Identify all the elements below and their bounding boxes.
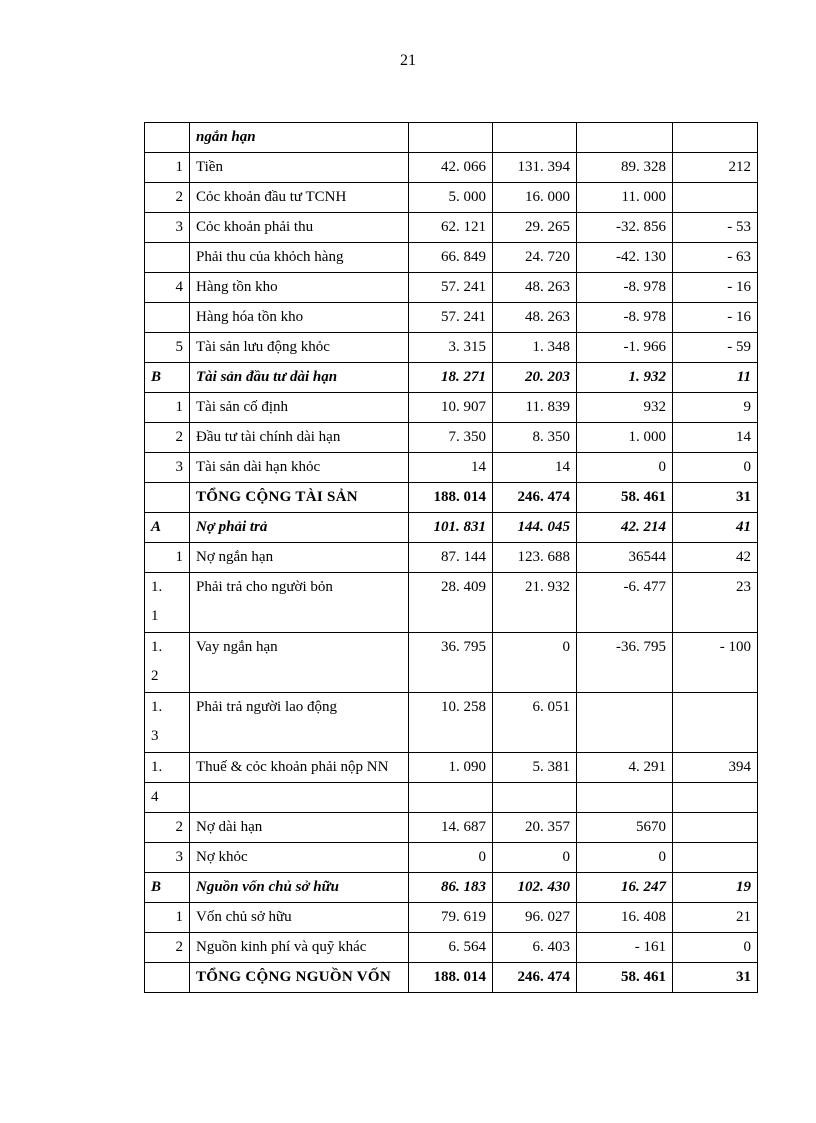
table-row	[145, 303, 758, 333]
row-label-cell: Tài sản đầu tư dài hạn	[190, 363, 409, 393]
table-row	[145, 753, 758, 783]
value-cell-1: 188. 014	[409, 963, 493, 993]
value-cell-3: 16. 247	[577, 873, 673, 903]
value-cell-2: 0	[493, 843, 577, 873]
value-cell-4: 212	[673, 153, 758, 183]
value-cell-4: 19	[673, 873, 758, 903]
value-cell-2: 16. 000	[493, 183, 577, 213]
value-cell-3: 16. 408	[577, 903, 673, 933]
value-cell-2: 246. 474	[493, 963, 577, 993]
row-label-cell: Nguồn kinh phí và quỹ khác	[190, 933, 409, 963]
value-cell-2: 48. 263	[493, 273, 577, 303]
value-cell-4: - 59	[673, 333, 758, 363]
row-number-part: 1.	[151, 699, 163, 715]
value-cell-2: 96. 027	[493, 903, 577, 933]
value-cell-2: 6. 403	[493, 933, 577, 963]
value-cell-3: 4. 291	[577, 753, 673, 783]
row-label-cell: TỔNG CỘNG NGUỒN VỐN	[190, 963, 409, 993]
value-cell-3: 1. 932	[577, 363, 673, 393]
value-cell-3: 0	[577, 843, 673, 873]
table-row	[145, 963, 758, 993]
row-number-cell: 2	[145, 933, 190, 963]
value-cell-2: 14	[493, 453, 577, 483]
row-label-cell: Tiền	[190, 153, 409, 183]
value-cell-4: 41	[673, 513, 758, 543]
value-cell-1: 14. 687	[409, 813, 493, 843]
table-row	[145, 843, 758, 873]
value-cell-2: 24. 720	[493, 243, 577, 273]
value-cell-4: 9	[673, 393, 758, 423]
value-cell-2	[493, 123, 577, 153]
value-cell-3	[577, 783, 673, 813]
value-cell-1: 14	[409, 453, 493, 483]
value-cell-4: 0	[673, 453, 758, 483]
value-cell-3: - 161	[577, 933, 673, 963]
value-cell-3: -42. 130	[577, 243, 673, 273]
row-label-cell: Nợ dài hạn	[190, 813, 409, 843]
value-cell-4: 21	[673, 903, 758, 933]
value-cell-4: 42	[673, 543, 758, 573]
value-cell-2	[493, 783, 577, 813]
value-cell-1: 62. 121	[409, 213, 493, 243]
value-cell-2: 246. 474	[493, 483, 577, 513]
value-cell-4	[673, 843, 758, 873]
value-cell-4: - 16	[673, 303, 758, 333]
value-cell-4: 31	[673, 963, 758, 993]
table-row	[145, 183, 758, 213]
table-row	[145, 423, 758, 453]
row-number-cell: 1.	[145, 753, 190, 783]
value-cell-3: 0	[577, 453, 673, 483]
row-number-cell: 4	[145, 273, 190, 303]
row-number-part: 1	[151, 608, 159, 624]
value-cell-2: 48. 263	[493, 303, 577, 333]
value-cell-2: 21. 932	[493, 573, 577, 633]
value-cell-2: 144. 045	[493, 513, 577, 543]
table-row	[145, 123, 758, 153]
value-cell-4: 31	[673, 483, 758, 513]
row-label-cell: Tài sản cố định	[190, 393, 409, 423]
value-cell-4	[673, 183, 758, 213]
value-cell-3: 89. 328	[577, 153, 673, 183]
table-row	[145, 333, 758, 363]
table-row	[145, 393, 758, 423]
value-cell-3: -36. 795	[577, 633, 673, 693]
value-cell-2: 29. 265	[493, 213, 577, 243]
table-row	[145, 153, 758, 183]
value-cell-4	[673, 813, 758, 843]
value-cell-4: - 100	[673, 633, 758, 693]
value-cell-3: 932	[577, 393, 673, 423]
row-number-cell: A	[145, 513, 190, 543]
row-label-cell: Nguồn vốn chủ sở hữu	[190, 873, 409, 903]
value-cell-2: 20. 357	[493, 813, 577, 843]
page-number: 21	[400, 52, 416, 69]
table-row	[145, 273, 758, 303]
value-cell-1: 10. 258	[409, 693, 493, 753]
value-cell-1: 101. 831	[409, 513, 493, 543]
value-cell-1: 3. 315	[409, 333, 493, 363]
value-cell-4: 23	[673, 573, 758, 633]
row-label-cell: Phải thu của khỏch hàng	[190, 243, 409, 273]
value-cell-2: 5. 381	[493, 753, 577, 783]
table-row	[145, 543, 758, 573]
row-label-cell: Thuế & cỏc khoản phải nộp NN	[190, 753, 409, 783]
row-number-cell: 3	[145, 843, 190, 873]
row-number-cell: 2	[145, 423, 190, 453]
table-row	[145, 513, 758, 543]
value-cell-4	[673, 693, 758, 753]
value-cell-4	[673, 123, 758, 153]
value-cell-1: 7. 350	[409, 423, 493, 453]
value-cell-2: 11. 839	[493, 393, 577, 423]
table-row	[145, 813, 758, 843]
value-cell-3: -8. 978	[577, 303, 673, 333]
value-cell-3	[577, 123, 673, 153]
value-cell-3: -6. 477	[577, 573, 673, 633]
value-cell-2: 1. 348	[493, 333, 577, 363]
row-number-cell	[145, 243, 190, 273]
row-number-part: 1.	[151, 639, 163, 655]
row-number-cell: 3	[145, 453, 190, 483]
value-cell-1: 79. 619	[409, 903, 493, 933]
value-cell-4: - 53	[673, 213, 758, 243]
value-cell-4: 11	[673, 363, 758, 393]
value-cell-2: 20. 203	[493, 363, 577, 393]
value-cell-3: -8. 978	[577, 273, 673, 303]
value-cell-3: 11. 000	[577, 183, 673, 213]
row-number-cell	[145, 123, 190, 153]
value-cell-3	[577, 693, 673, 753]
value-cell-2: 123. 688	[493, 543, 577, 573]
value-cell-1: 36. 795	[409, 633, 493, 693]
table-row	[145, 243, 758, 273]
row-number-cell: 5	[145, 333, 190, 363]
value-cell-1: 0	[409, 843, 493, 873]
value-cell-4: - 16	[673, 273, 758, 303]
value-cell-3: 58. 461	[577, 483, 673, 513]
value-cell-1: 1. 090	[409, 753, 493, 783]
value-cell-4: 14	[673, 423, 758, 453]
row-label-cell: Cỏc khoản phải thu	[190, 213, 409, 243]
value-cell-1: 87. 144	[409, 543, 493, 573]
row-label-cell: Tài sản dài hạn khỏc	[190, 453, 409, 483]
row-label-cell: Nợ phải trả	[190, 513, 409, 543]
row-label-cell: Cỏc khoản đầu tư TCNH	[190, 183, 409, 213]
value-cell-3: 42. 214	[577, 513, 673, 543]
value-cell-1: 42. 066	[409, 153, 493, 183]
row-label-cell	[190, 783, 409, 813]
row-number-cell: 2	[145, 183, 190, 213]
row-number-cell	[145, 693, 190, 753]
row-number-cell: 1	[145, 153, 190, 183]
row-number-part: 3	[151, 728, 159, 744]
table-row	[145, 933, 758, 963]
row-label-cell: Đầu tư tài chính dài hạn	[190, 423, 409, 453]
row-label-cell: TỔNG CỘNG TÀI SẢN	[190, 483, 409, 513]
value-cell-3: 5670	[577, 813, 673, 843]
row-number-cell: 3	[145, 213, 190, 243]
row-number-cell: 4	[145, 783, 190, 813]
table-row	[145, 213, 758, 243]
table-row	[145, 573, 758, 633]
value-cell-1	[409, 123, 493, 153]
table-row	[145, 903, 758, 933]
table-row	[145, 783, 758, 813]
value-cell-4: 0	[673, 933, 758, 963]
value-cell-2: 8. 350	[493, 423, 577, 453]
table-row	[145, 483, 758, 513]
value-cell-1: 28. 409	[409, 573, 493, 633]
row-label-cell: ngắn hạn	[190, 123, 409, 153]
row-number-cell: B	[145, 363, 190, 393]
row-label-cell: Vốn chủ sở hữu	[190, 903, 409, 933]
row-number-cell	[145, 483, 190, 513]
value-cell-2: 131. 394	[493, 153, 577, 183]
table-row	[145, 633, 758, 693]
value-cell-1: 18. 271	[409, 363, 493, 393]
row-number-cell: 1	[145, 903, 190, 933]
table-body	[145, 123, 758, 993]
row-number-cell: 2	[145, 813, 190, 843]
row-number-cell: 1	[145, 543, 190, 573]
row-label-cell: Phải trả người lao động	[190, 693, 409, 753]
row-number-cell: 1	[145, 393, 190, 423]
row-label-cell: Hàng hóa tồn kho	[190, 303, 409, 333]
value-cell-4: 394	[673, 753, 758, 783]
value-cell-2: 0	[493, 633, 577, 693]
value-cell-1: 6. 564	[409, 933, 493, 963]
row-number-part: 2	[151, 668, 159, 684]
table-row	[145, 363, 758, 393]
row-label-cell: Hàng tồn kho	[190, 273, 409, 303]
value-cell-1: 10. 907	[409, 393, 493, 423]
row-number-cell: B	[145, 873, 190, 903]
row-label-cell: Tài sản lưu động khỏc	[190, 333, 409, 363]
value-cell-3: -1. 966	[577, 333, 673, 363]
value-cell-2: 102. 430	[493, 873, 577, 903]
row-number-cell	[145, 963, 190, 993]
value-cell-1: 57. 241	[409, 303, 493, 333]
value-cell-3: 58. 461	[577, 963, 673, 993]
row-number-cell	[145, 573, 190, 633]
row-label-cell: Nợ ngắn hạn	[190, 543, 409, 573]
value-cell-1: 86. 183	[409, 873, 493, 903]
value-cell-2: 6. 051	[493, 693, 577, 753]
value-cell-4: - 63	[673, 243, 758, 273]
row-label-cell: Vay ngắn hạn	[190, 633, 409, 693]
row-number-part: 1.	[151, 579, 163, 595]
row-number-cell	[145, 303, 190, 333]
value-cell-1: 57. 241	[409, 273, 493, 303]
row-number-cell	[145, 633, 190, 693]
balance-sheet-table	[144, 122, 758, 993]
row-label-cell: Nợ khỏc	[190, 843, 409, 873]
value-cell-3: -32. 856	[577, 213, 673, 243]
table-row	[145, 453, 758, 483]
value-cell-4	[673, 783, 758, 813]
value-cell-1	[409, 783, 493, 813]
value-cell-1: 5. 000	[409, 183, 493, 213]
row-label-cell: Phải trả cho người bỏn	[190, 573, 409, 633]
value-cell-3: 1. 000	[577, 423, 673, 453]
table-row	[145, 873, 758, 903]
table-row	[145, 693, 758, 753]
value-cell-1: 66. 849	[409, 243, 493, 273]
value-cell-1: 188. 014	[409, 483, 493, 513]
value-cell-3: 36544	[577, 543, 673, 573]
